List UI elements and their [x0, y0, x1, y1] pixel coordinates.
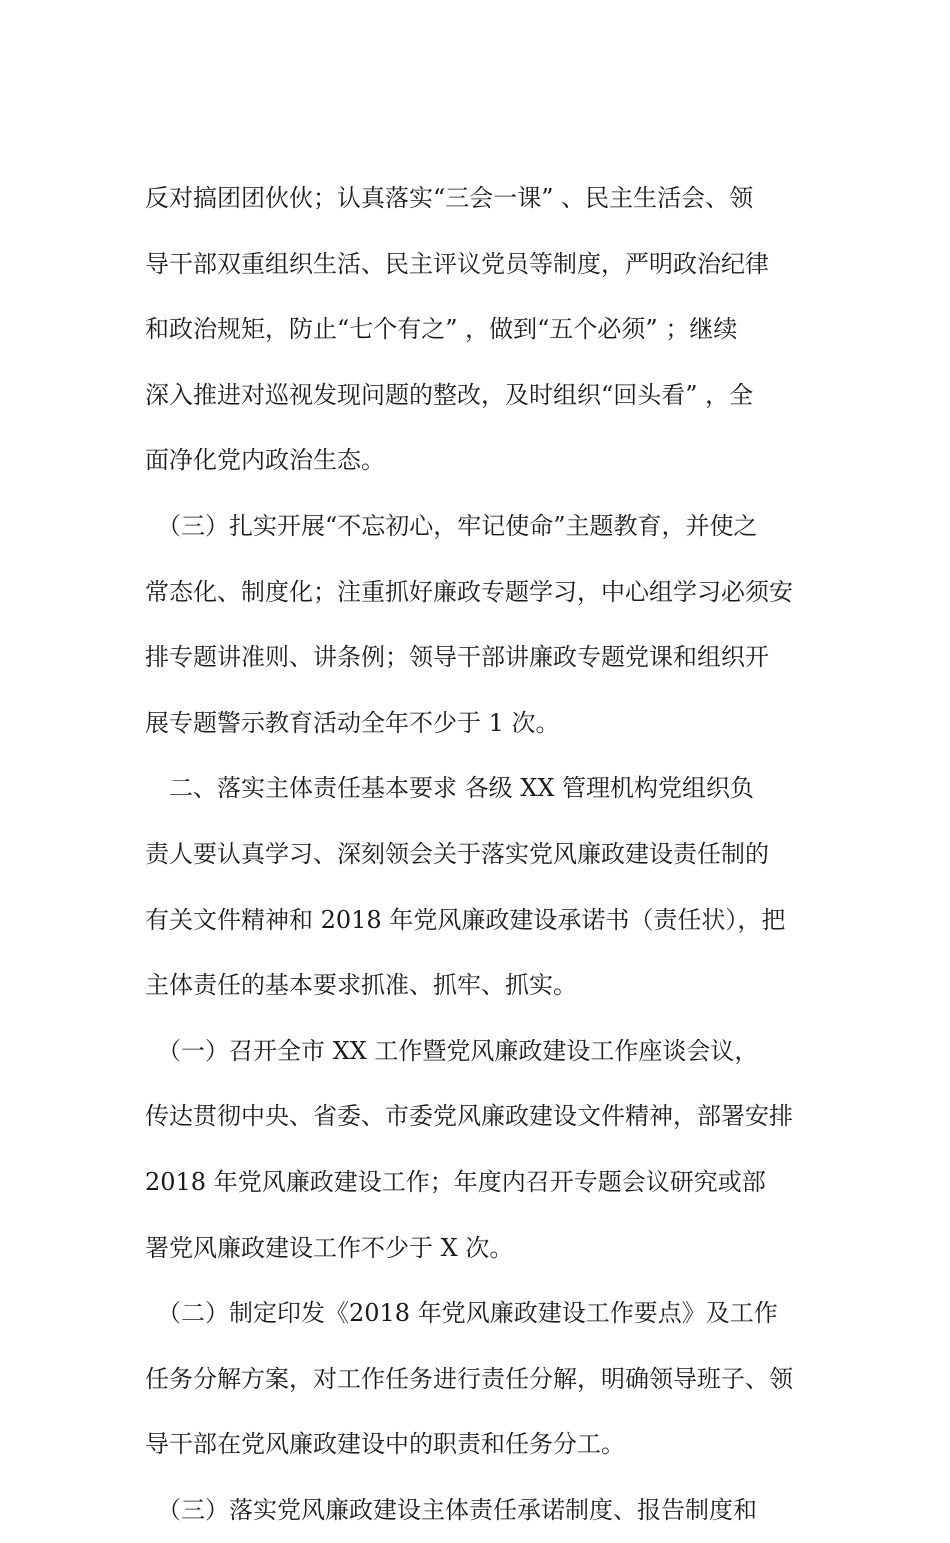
- text-line: 2018 年党风廉政建设工作；年度内召开专题会议研究或部: [145, 1167, 766, 1196]
- text-line: 常态化、制度化；注重抓好廉政专题学习，中心组学习必须安: [145, 577, 793, 606]
- text-line: 深入推进对巡视发现问题的整改，及时组织“回头看” ，全: [145, 380, 754, 409]
- text-line: （二）制定印发《2018 年党风廉政建设工作要点》及工作: [145, 1299, 778, 1328]
- text-line: 导干部在党风廉政建设中的职责和任务分工。: [145, 1430, 625, 1459]
- text-line: （一）召开全市 XX 工作暨党风廉政建设工作座谈会议，: [145, 1036, 759, 1065]
- text-line: 有关文件精神和 2018 年党风廉政建设承诺书（责任状），把: [145, 905, 786, 934]
- text-line: 排专题讲准则、讲条例；领导干部讲廉政专题党课和组织开: [145, 643, 769, 672]
- document-body: [145, 166, 810, 1543]
- text-line: 责人要认真学习、深刻领会关于落实党风廉政建设责任制的: [145, 839, 769, 868]
- text-line: 二、落实主体责任基本要求 各级 XX 管理机构党组织负: [145, 774, 755, 803]
- text-line: 传达贯彻中央、省委、市委党风廉政建设文件精神，部署安排: [145, 1102, 793, 1131]
- text-line: 面净化党内政治生态。: [145, 446, 385, 475]
- text-line: 导干部双重组织生活、民主评议党员等制度，严明政治纪律: [145, 249, 769, 278]
- text-line: 主体责任的基本要求抓准、抓牢、抓实。: [145, 971, 577, 1000]
- text-line: 反对搞团团伙伙；认真落实“三会一课” 、民主生活会、领: [145, 184, 754, 212]
- text-line: （三）扎实开展“不忘初心，牢记使命”主题教育，并使之: [145, 511, 758, 540]
- text-line: 任务分解方案，对工作任务进行责任分解，明确领导班子、领: [145, 1364, 793, 1393]
- text-line: 署党风廉政建设工作不少于 X 次。: [145, 1233, 514, 1262]
- text-line: 展专题警示教育活动全年不少于 1 次。: [145, 708, 560, 737]
- text-line: 和政治规矩，防止“七个有之” ，做到“五个必须” ；继续: [145, 315, 738, 344]
- text-line: （三）落实党风廉政建设主体责任承诺制度、报告制度和: [145, 1495, 757, 1524]
